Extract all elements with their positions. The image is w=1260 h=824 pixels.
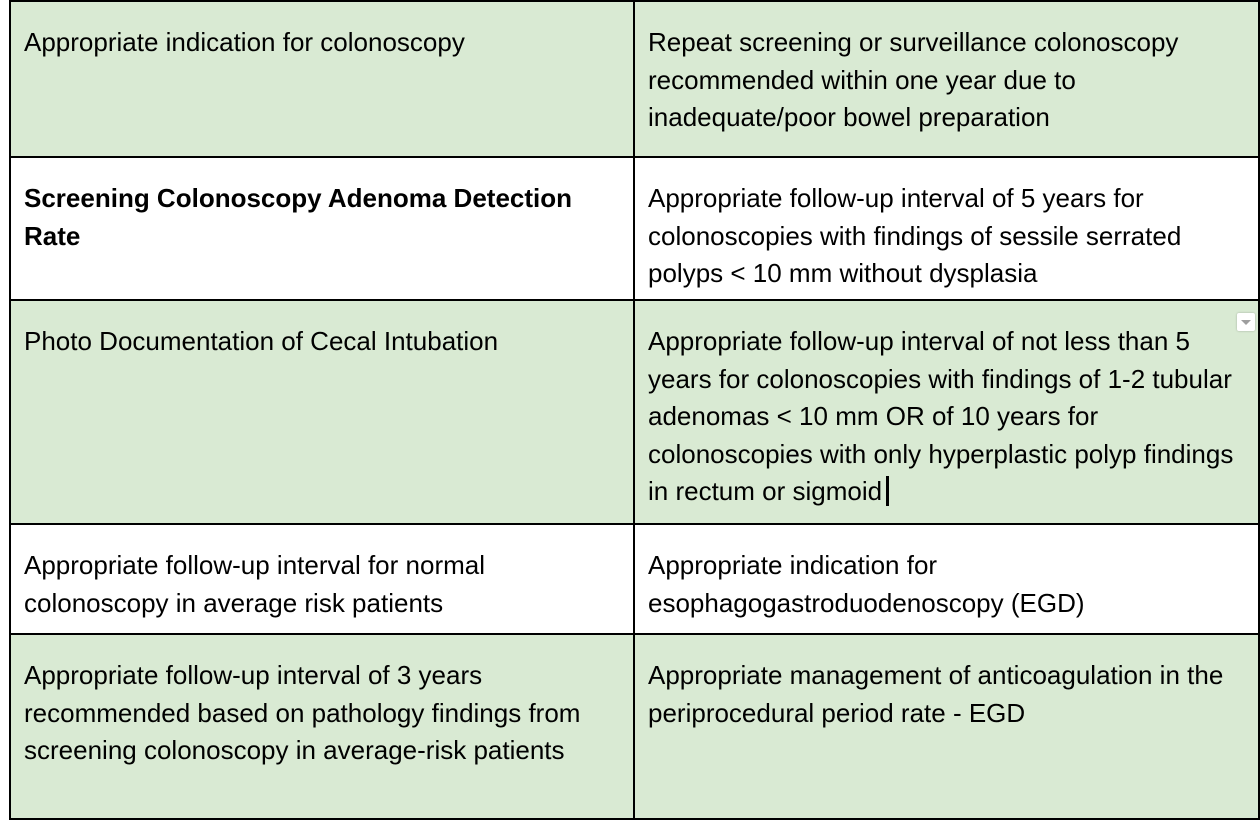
table-cell[interactable]: [10, 634, 634, 819]
table-cell-active[interactable]: [634, 300, 1259, 524]
table-row: [10, 157, 1259, 300]
cell-text: Appropriate follow-up interval for normal colonoscopy in average risk patients: [24, 550, 485, 618]
cell-text: Appropriate follow-up interval of not less than 5 years for colonoscopies with findings of 1-2 tubular adenomas < 10 mm OR of 10 years for colonoscopies with only hyperplastic polyp findings in rectum or sigmoid: [648, 326, 1234, 506]
table-cell[interactable]: [634, 157, 1259, 300]
quality-measures-table: [9, 0, 1260, 820]
table-cell[interactable]: [10, 300, 634, 524]
table-cell[interactable]: [634, 634, 1259, 819]
cell-text: Appropriate management of anticoagulation in the periprocedural period rate - EGD: [648, 660, 1224, 728]
cell-text: Repeat screening or surveillance colonoscopy recommended within one year due to inadequate/poor bowel preparation: [648, 27, 1179, 132]
table-cell[interactable]: [10, 1, 634, 157]
cell-text-bold: Screening Colonoscopy Adenoma Detection Rate: [24, 183, 573, 251]
table-cell[interactable]: [634, 1, 1259, 157]
table-cell[interactable]: [634, 524, 1259, 634]
chevron-down-icon[interactable]: [1237, 313, 1255, 331]
table-cell[interactable]: [10, 157, 634, 300]
cell-text-editing[interactable]: [648, 301, 1250, 511]
cell-text: Appropriate indication for esophagogastroduodenoscopy (EGD): [648, 550, 1085, 618]
table-row: [10, 1, 1259, 157]
cell-text: Photo Documentation of Cecal Intubation: [24, 326, 499, 356]
table-cell[interactable]: [10, 524, 634, 634]
table-row: [10, 524, 1259, 634]
table-row: [10, 634, 1259, 819]
table-row: [10, 300, 1259, 524]
cell-text: Appropriate follow-up interval of 5 years for colonoscopies with findings of sessile serrated polyps < 10 mm without dysplasia: [648, 183, 1182, 288]
cell-text: Appropriate indication for colonoscopy: [24, 27, 465, 57]
cell-text: Appropriate follow-up interval of 3 years recommended based on pathology findings from screening colonoscopy in average-risk patients: [24, 660, 581, 765]
text-cursor: [886, 476, 889, 506]
